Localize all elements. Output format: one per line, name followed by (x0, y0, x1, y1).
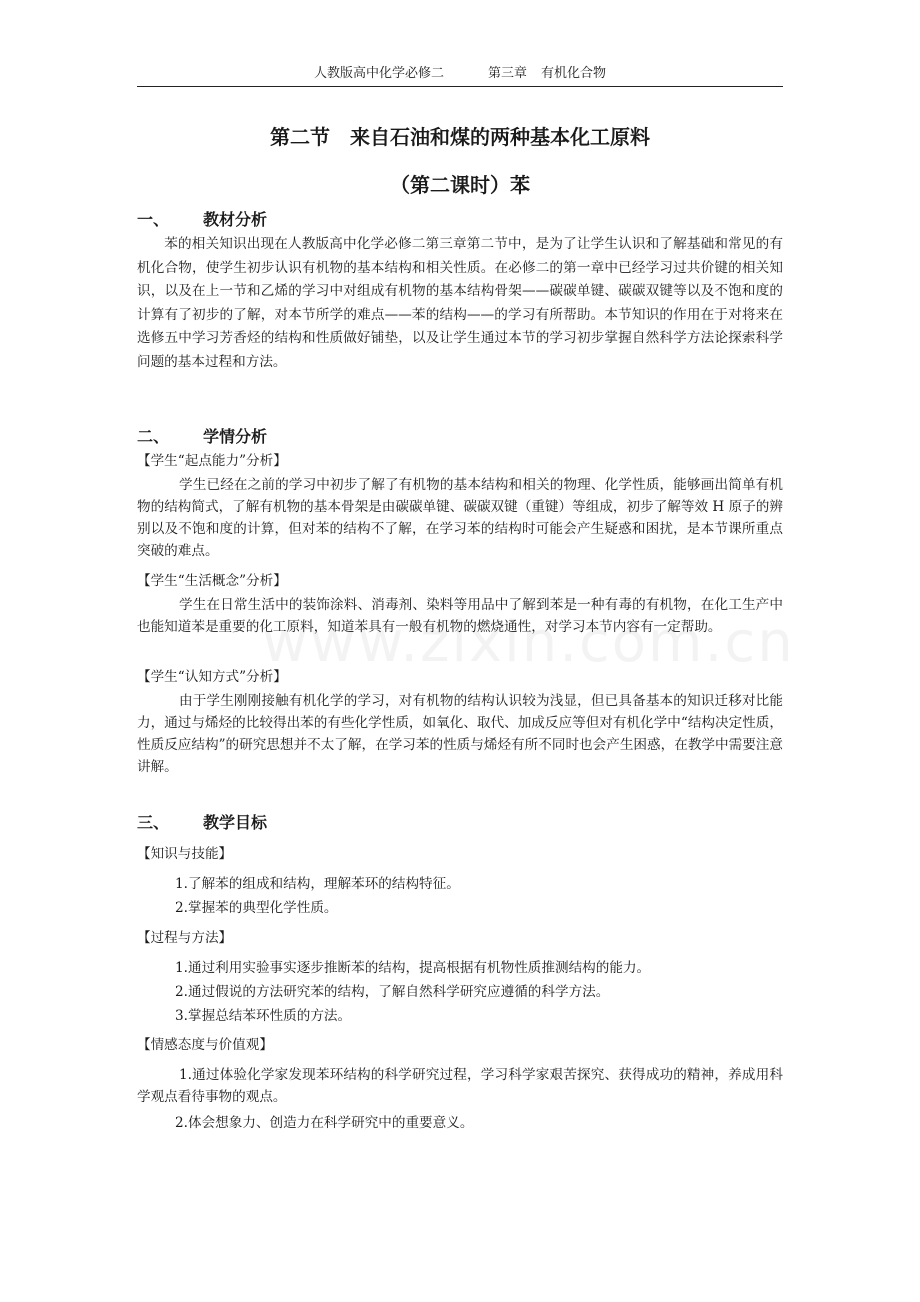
knowledge-item-1: 1.了解苯的组成和结构，理解苯环的结构特征。 (175, 876, 460, 892)
paragraph-start-ability: 学生已经在之前的学习中初步了解了有机物的基本结构和相关的物理、化学性质，能够画出简单有机物的结构简式，了解有机物的基本骨架是由碳碳单键、碳碳双键（重键）等组成，初步了解等效 H 原子的辨别以及不饱和度的计算，但对苯的结构不了解，在学习苯的结构时可能会产生疑惑和困扰，是本节课所重点突破的难点。 (137, 477, 783, 559)
section-1-paragraph: 苯的相关知识出现在人教版高中化学必修二第三章第二节中，是为了让学生认识和了解基础和常见的有机化合物，使学生初步认识有机物的基本结构和相关性质。在必修二的第一章中已经学习过共价键的相关知识，以及在上一节和乙烯的学习中对组成有机物的基本结构骨架——碳碳单键、碳碳双键等以及不饱和度的计算有了初步的了解，对本节所学的难点——苯的结构——的学习有所帮助。本节知识的作用在于对将来在选修五中学习芳香烃的结构和性质做好铺垫，以及让学生通过本节的学习初步掌握自然科学方法论探索科学问题的基本过程和方法。 (137, 236, 783, 370)
tag-emotion-values: 【情感态度与价值观】 (137, 1037, 273, 1053)
tag-life-concept: 【学生“生活概念”分析】 (137, 573, 287, 589)
page-title: 第二节 来自石油和煤的两种基本化工原料 (270, 125, 650, 149)
process-item-3: 3.掌握总结苯环性质的方法。 (175, 1008, 352, 1024)
paragraph-cognitive-style: 由于学生刚刚接触有机化学的学习，对有机物的结构认识较为浅显，但已具备基本的知识迁移对比能力，通过与烯烃的比较得出苯的有些化学性质，如氧化、取代、加成反应等但对有机化学中“结构决定性质，性质反应结构”的研究思想并不太了解，在学习苯的性质与烯烃有所不同时也会产生困惑，在教学中需要注意讲解。 (137, 693, 783, 775)
section-title-2: 学情分析 (203, 427, 268, 446)
section-heading-2 (137, 426, 267, 448)
section-number-1: 一、 (137, 210, 170, 229)
emotion-item-2: 2.体会想象力、创造力在科学研究中的重要意义。 (175, 1115, 474, 1131)
emotion-item-1: 1.通过体验化学家发现苯环结构的科学研究过程，学习科学家艰苦探究、获得成功的精神，养成用科学观点看待事物的观点。 (137, 1067, 783, 1105)
tag-process-method: 【过程与方法】 (137, 930, 233, 946)
header-book: 人教版高中化学必修二 (313, 66, 444, 81)
header-chapter-title: 有机化合物 (541, 66, 607, 81)
process-item-1: 1.通过利用实验事实逐步推断苯的结构，提高根据有机物性质推测结构的能力。 (175, 960, 651, 976)
page-subtitle: （第二课时）苯 (390, 173, 530, 197)
page-header (137, 64, 783, 87)
process-item-2: 2.通过假说的方法研究苯的结构，了解自然科学研究应遵循的科学方法。 (175, 984, 610, 1000)
section-title-3: 教学目标 (203, 813, 268, 832)
section-title-1: 教材分析 (203, 210, 268, 229)
section-heading-3 (137, 812, 267, 834)
knowledge-item-2: 2.掌握苯的典型化学性质。 (175, 900, 338, 916)
tag-cognitive-style: 【学生“认知方式”分析】 (137, 669, 287, 685)
section-number-2: 二、 (137, 427, 170, 446)
tag-knowledge-skills: 【知识与技能】 (137, 846, 233, 862)
paragraph-life-concept: 学生在日常生活中的装饰涂料、消毒剂、染料等用品中了解到苯是一种有毒的有机物，在化工生产中也能知道苯是重要的化工原料，知道苯具有一般有机物的燃烧通性，对学习本节内容有一定帮助。 (137, 597, 783, 635)
header-chapter: 第三章 (487, 66, 527, 81)
tag-start-ability: 【学生“起点能力”分析】 (137, 453, 287, 469)
section-number-3: 三、 (137, 813, 170, 832)
section-heading-1 (137, 209, 267, 231)
